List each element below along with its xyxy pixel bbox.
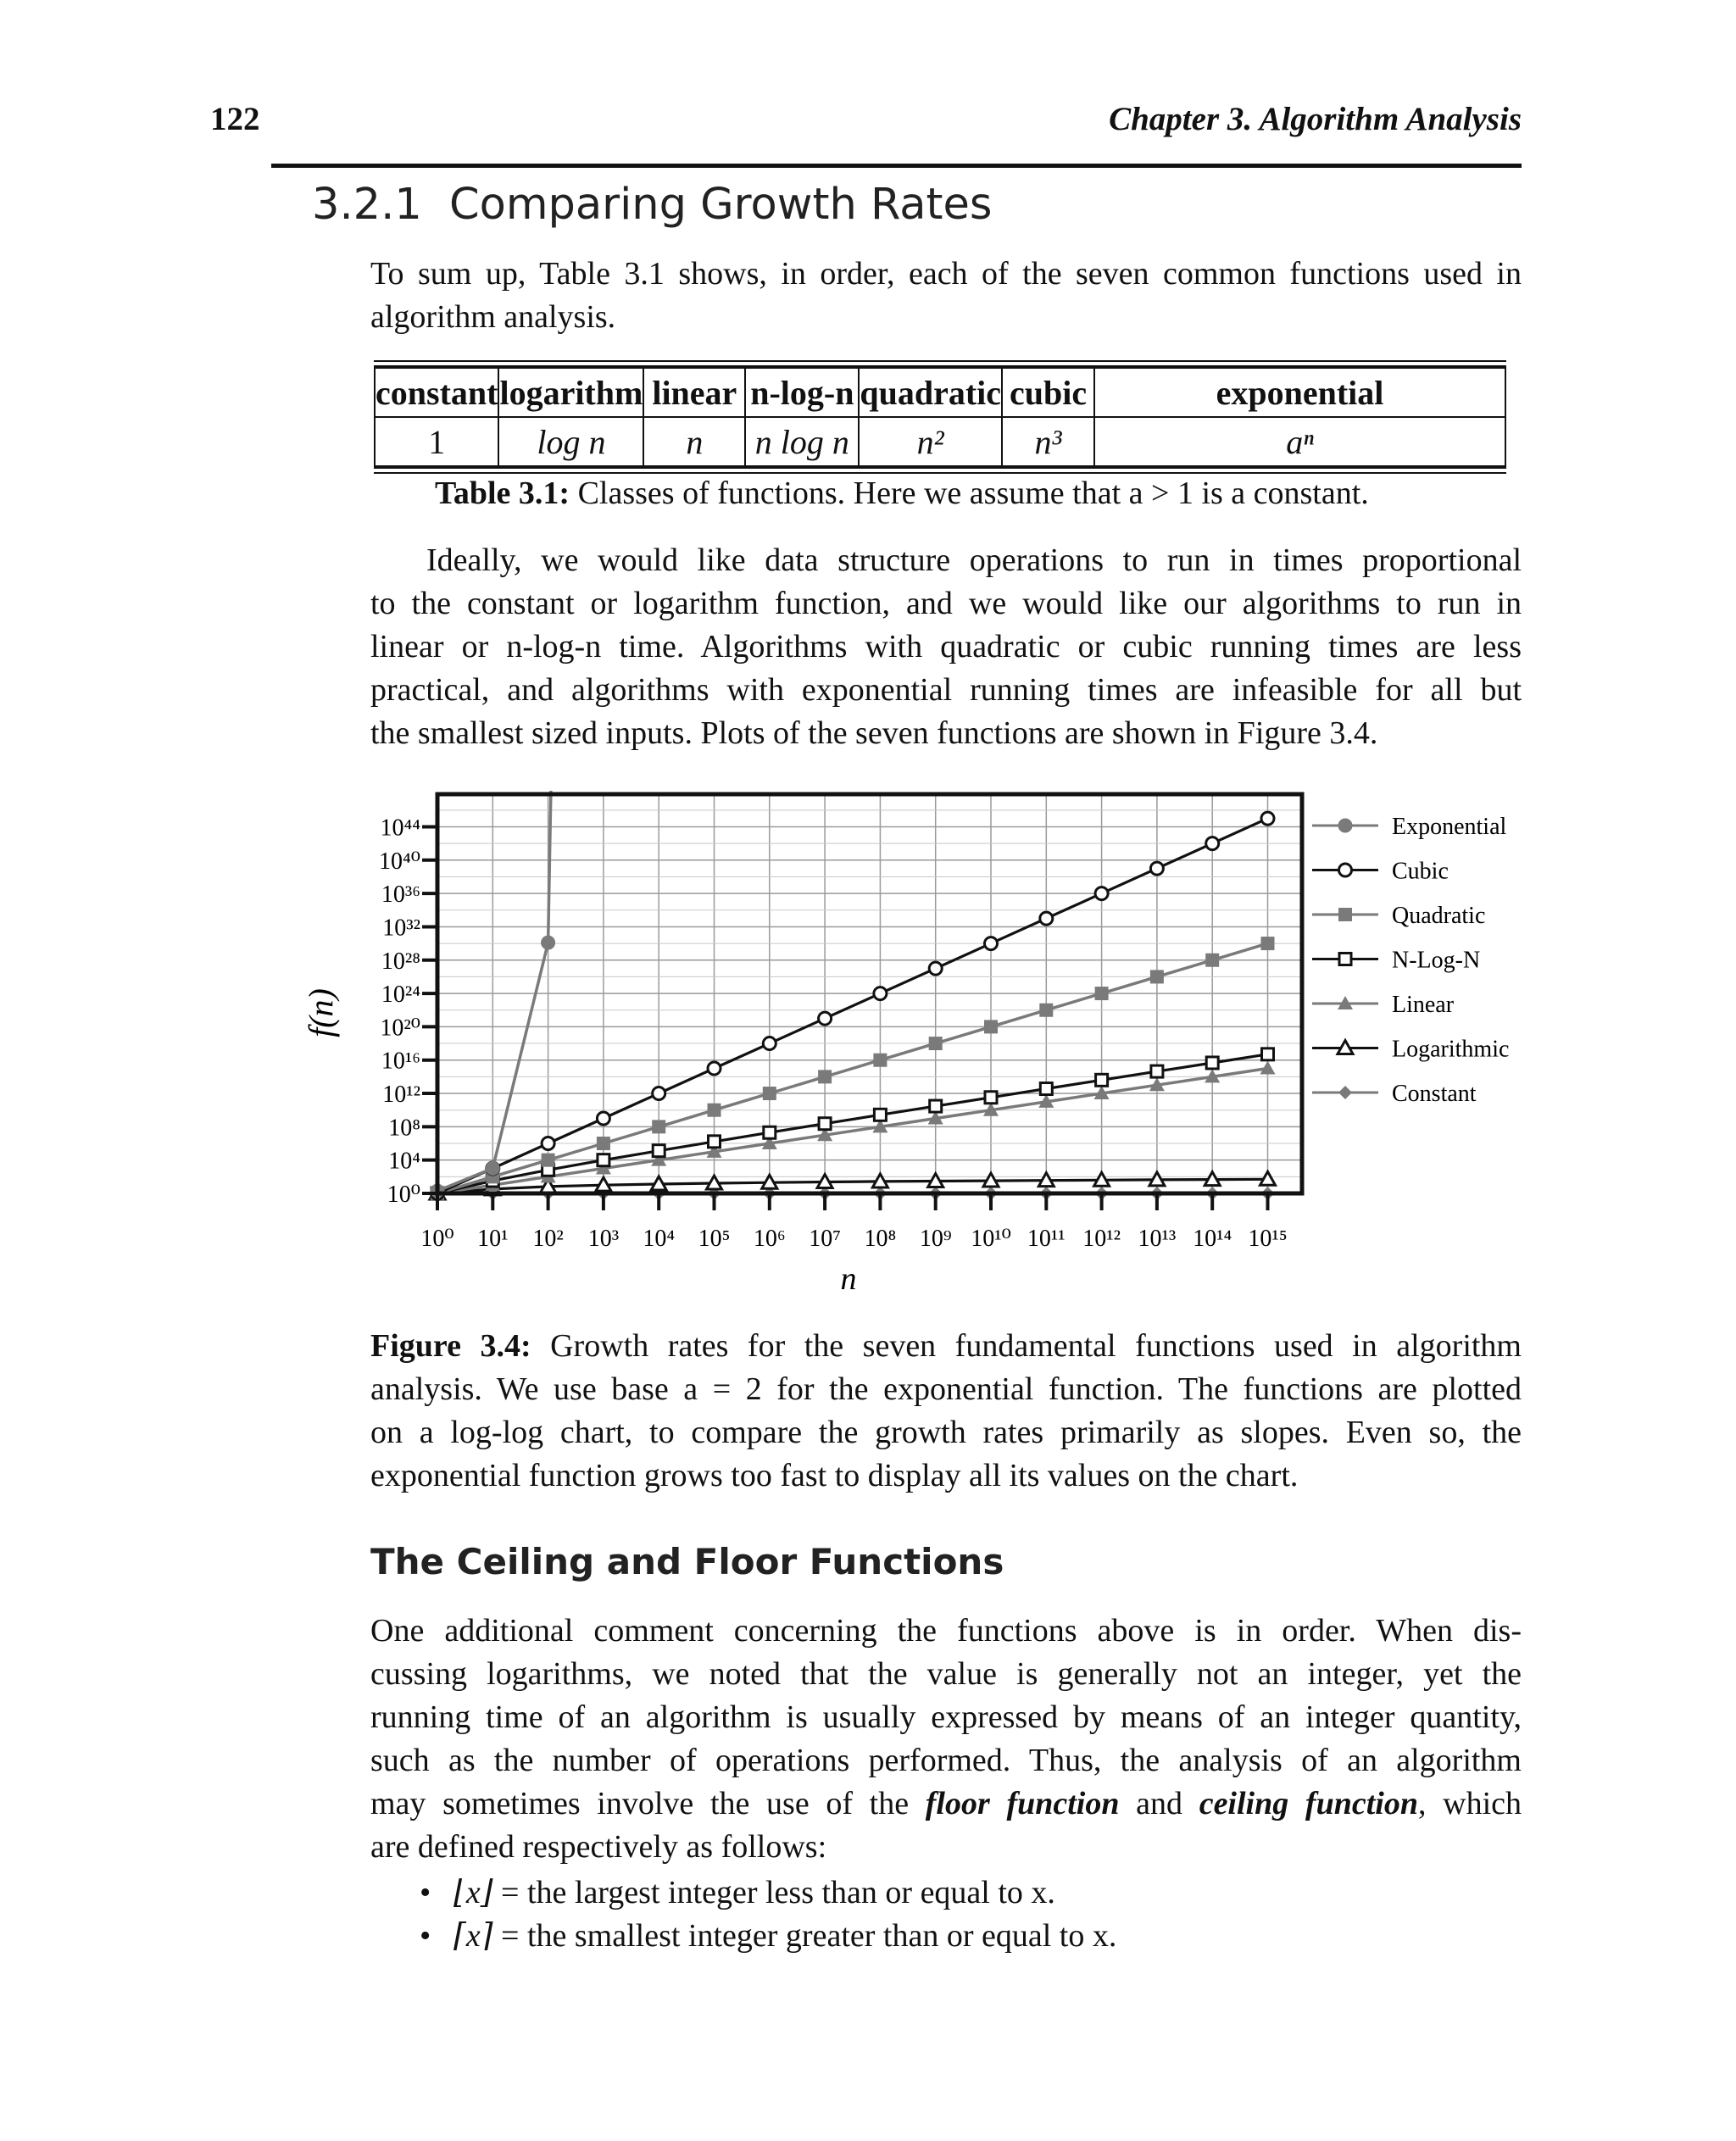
bullet-dot: • (420, 1875, 431, 1910)
intro-line: algorithm analysis. (370, 299, 616, 335)
x-tick-label: 10³ (587, 1226, 620, 1252)
data-point-linear (1260, 1061, 1276, 1075)
data-point-cubic (542, 1137, 554, 1150)
section-number: 3.2.1 (312, 180, 422, 230)
x-tick-label: 10¹¹ (1027, 1226, 1066, 1252)
data-point-cubic (819, 1012, 832, 1025)
table-header-cell: exponential (1094, 368, 1505, 417)
y-tick-label: 10⁰ (387, 1182, 420, 1208)
table-header-cell: constant (375, 368, 498, 417)
table-header-cell: linear (643, 368, 745, 417)
floor-symbol: ⌊x⌋ (453, 1875, 493, 1910)
line-text: , which (1417, 1786, 1522, 1821)
paragraph-line (370, 1782, 1522, 1826)
legend-marker-exponential (1339, 820, 1352, 832)
table-header-cell: logarithm (498, 368, 643, 417)
legend-label-quadratic: Quadratic (1392, 903, 1486, 929)
x-tick-label: 10¹⁴ (1193, 1226, 1232, 1252)
data-point-n-log-n (930, 1100, 942, 1112)
figure-caption (370, 1325, 1522, 1498)
body-line: Ideally, we would like data structure operations to run in times proportional (426, 542, 1522, 578)
legend-label-cubic: Cubic (1392, 858, 1449, 885)
data-point-cubic (708, 1062, 721, 1075)
data-point-quadratic (708, 1104, 721, 1117)
table-cell: n log n (745, 417, 859, 466)
data-point-exponential (487, 1162, 499, 1175)
y-axis-label: f(n) (302, 988, 340, 1037)
data-point-cubic (1150, 862, 1163, 875)
data-point-cubic (1261, 812, 1274, 825)
data-point-quadratic (929, 1037, 943, 1050)
x-tick-label: 10¹⁵ (1248, 1226, 1288, 1252)
bullet-text: = the largest integer less than or equal to x. (492, 1875, 1055, 1910)
body-line: the smallest sized inputs. Plots of the seven functions are shown in Figure 3.4. (370, 715, 1378, 751)
data-point-n-log-n (1206, 1057, 1218, 1069)
data-point-cubic (929, 962, 942, 975)
series-line-logarithmic (437, 1179, 1268, 1193)
data-point-quadratic (1150, 970, 1164, 983)
series-line-cubic (437, 819, 1268, 1193)
y-tick-label: 10¹⁶ (381, 1048, 420, 1075)
y-tick-label: 10⁴⁴ (380, 815, 420, 842)
body-line: practical, and algorithms with exponential running times are infeasible for all but (370, 672, 1522, 708)
data-point-n-log-n (709, 1136, 721, 1148)
ceiling-symbol: ⌈x⌉ (453, 1918, 493, 1954)
data-point-quadratic (652, 1120, 665, 1133)
data-point-n-log-n (1096, 1074, 1108, 1086)
table-cell: log n (498, 417, 643, 466)
series-line-quadratic (437, 943, 1268, 1193)
subsection-heading: The Ceiling and Floor Functions (370, 1541, 1004, 1582)
line-text: may sometimes involve the use of the (370, 1786, 926, 1821)
y-tick-label: 10⁴ (388, 1148, 420, 1175)
figure-caption-label: Figure 3.4: (370, 1328, 531, 1364)
table-cell: n (643, 417, 745, 466)
table-cell: 1 (375, 417, 498, 466)
bullet-dot: • (420, 1918, 431, 1954)
x-tick-label: 10⁰ (420, 1226, 454, 1252)
legend-label-n-log-n: N-Log-N (1392, 947, 1481, 974)
data-point-n-log-n (985, 1092, 997, 1104)
legend-marker-cubic (1339, 864, 1352, 876)
data-point-quadratic (597, 1137, 610, 1150)
paragraph-line: One additional comment concerning the functions above is in order. When dis- (370, 1613, 1522, 1649)
chapter-title: Chapter 3. Algorithm Analysis (1109, 101, 1522, 137)
data-point-cubic (1206, 837, 1219, 850)
body-line: linear or n-log-n time. Algorithms with quadratic or cubic running times are less (370, 629, 1522, 665)
x-tick-label: 10⁹ (919, 1226, 952, 1252)
table-caption-text: Classes of functions. Here we assume that a > 1 is a constant. (570, 475, 1369, 511)
legend-marker-quadratic (1338, 908, 1352, 921)
data-point-n-log-n (819, 1118, 831, 1130)
figure-caption-line (370, 1325, 1522, 1368)
x-tick-label: 10¹ (477, 1226, 509, 1252)
legend-label-exponential: Exponential (1392, 814, 1507, 840)
y-tick-label: 10⁸ (388, 1115, 420, 1142)
bullet-item (420, 1916, 1116, 1955)
legend-label-constant: Constant (1392, 1081, 1477, 1107)
x-tick-label: 10¹⁰ (971, 1226, 1011, 1252)
ceiling-floor-paragraph (370, 1610, 1522, 1869)
page-number: 122 (210, 101, 260, 137)
floor-function-term: floor function (925, 1786, 1120, 1821)
ceiling-function-term: ceiling function (1199, 1786, 1418, 1821)
x-tick-label: 10² (532, 1226, 564, 1252)
data-point-quadratic (763, 1087, 776, 1100)
data-point-quadratic (542, 1154, 555, 1167)
y-tick-label: 10³⁶ (381, 881, 420, 909)
x-tick-label: 10⁶ (753, 1226, 786, 1252)
paragraph-line: cussing logarithms, we noted that the value is generally not an integer, yet the (370, 1656, 1522, 1692)
data-point-cubic (597, 1112, 609, 1125)
x-axis-label: n (840, 1261, 857, 1297)
chart-series (430, 791, 1276, 1200)
x-tick-label: 10⁵ (698, 1226, 731, 1252)
figure-caption-line: analysis. We use base a = 2 for the exponential function. The functions are plotted (370, 1371, 1522, 1407)
data-point-n-log-n (598, 1154, 609, 1166)
legend-label-logarithmic: Logarithmic (1392, 1036, 1510, 1063)
figure-caption-line: on a log-log chart, to compare the growth rates primarily as slopes. Even so, the (370, 1415, 1522, 1450)
table-cell: n³ (1002, 417, 1094, 466)
intro-line: To sum up, Table 3.1 shows, in order, each of the seven common functions used in (370, 256, 1522, 292)
line-text: and (1119, 1786, 1199, 1821)
data-point-cubic (985, 937, 998, 950)
data-point-n-log-n (874, 1109, 886, 1121)
paragraph-line: running time of an algorithm is usually expressed by means of an integer quantity, (370, 1699, 1522, 1735)
figure-caption-text: Growth rates for the seven fundamental functions used in algorithm (531, 1328, 1522, 1364)
paragraph-line: are defined respectively as follows: (370, 1829, 827, 1865)
y-tick-label: 10⁴⁰ (379, 848, 420, 875)
series-line-linear (437, 1069, 1268, 1194)
data-point-quadratic (873, 1054, 887, 1067)
data-point-n-log-n (1151, 1065, 1163, 1077)
y-tick-label: 10²⁸ (381, 948, 420, 975)
data-point-quadratic (818, 1070, 832, 1083)
x-tick-label: 10⁷ (809, 1226, 841, 1252)
data-point-cubic (874, 987, 887, 1000)
data-point-quadratic (1095, 987, 1109, 1000)
legend-marker-constant (1338, 1086, 1352, 1099)
x-tick-label: 10⁸ (864, 1226, 897, 1252)
table-caption-label: Table 3.1: (435, 475, 570, 511)
table-header-cell: cubic (1002, 368, 1094, 417)
chart-legend (1312, 814, 1509, 1107)
series-line-exponential (437, 791, 551, 1191)
section-title: Comparing Growth Rates (449, 180, 993, 230)
table-header-cell: n-log-n (745, 368, 859, 417)
paragraph-line: such as the number of operations performed. Thus, the analysis of an algorithm (370, 1743, 1522, 1778)
y-tick-label: 10³² (382, 915, 420, 942)
legend-marker-n-log-n (1339, 954, 1351, 965)
bullet-item (420, 1873, 1055, 1911)
data-point-n-log-n (1262, 1048, 1274, 1060)
series-line-n-log-n (437, 1054, 1268, 1193)
data-point-cubic (763, 1037, 776, 1050)
figure-caption-line: exponential function grows too fast to display all its values on the chart. (370, 1458, 1299, 1493)
bullet-text: = the smallest integer greater than or equal to x. (492, 1918, 1117, 1954)
table-cell: aⁿ (1094, 417, 1505, 466)
x-tick-label: 10¹² (1082, 1226, 1121, 1252)
data-point-cubic (1095, 887, 1108, 900)
x-tick-label: 10⁴ (643, 1226, 676, 1252)
data-point-exponential (542, 937, 554, 949)
x-tick-label: 10¹³ (1138, 1226, 1177, 1252)
y-tick-label: 10¹² (382, 1082, 420, 1109)
data-point-cubic (653, 1087, 665, 1100)
data-point-n-log-n (1040, 1083, 1052, 1095)
y-tick-label: 10²⁴ (381, 982, 420, 1009)
legend-label-linear: Linear (1392, 992, 1455, 1018)
data-point-cubic (1040, 912, 1053, 925)
table-header-cell: quadratic (859, 368, 1002, 417)
data-point-n-log-n (653, 1145, 665, 1157)
data-point-quadratic (984, 1020, 998, 1033)
data-point-n-log-n (764, 1126, 776, 1138)
data-point-quadratic (1039, 1004, 1053, 1017)
data-point-quadratic (1261, 937, 1275, 950)
y-tick-label: 10²⁰ (380, 1015, 420, 1042)
table-cell: n² (859, 417, 1002, 466)
data-point-quadratic (1205, 954, 1219, 967)
body-line: to the constant or logarithm function, and we would like our algorithms to run in (370, 586, 1522, 621)
